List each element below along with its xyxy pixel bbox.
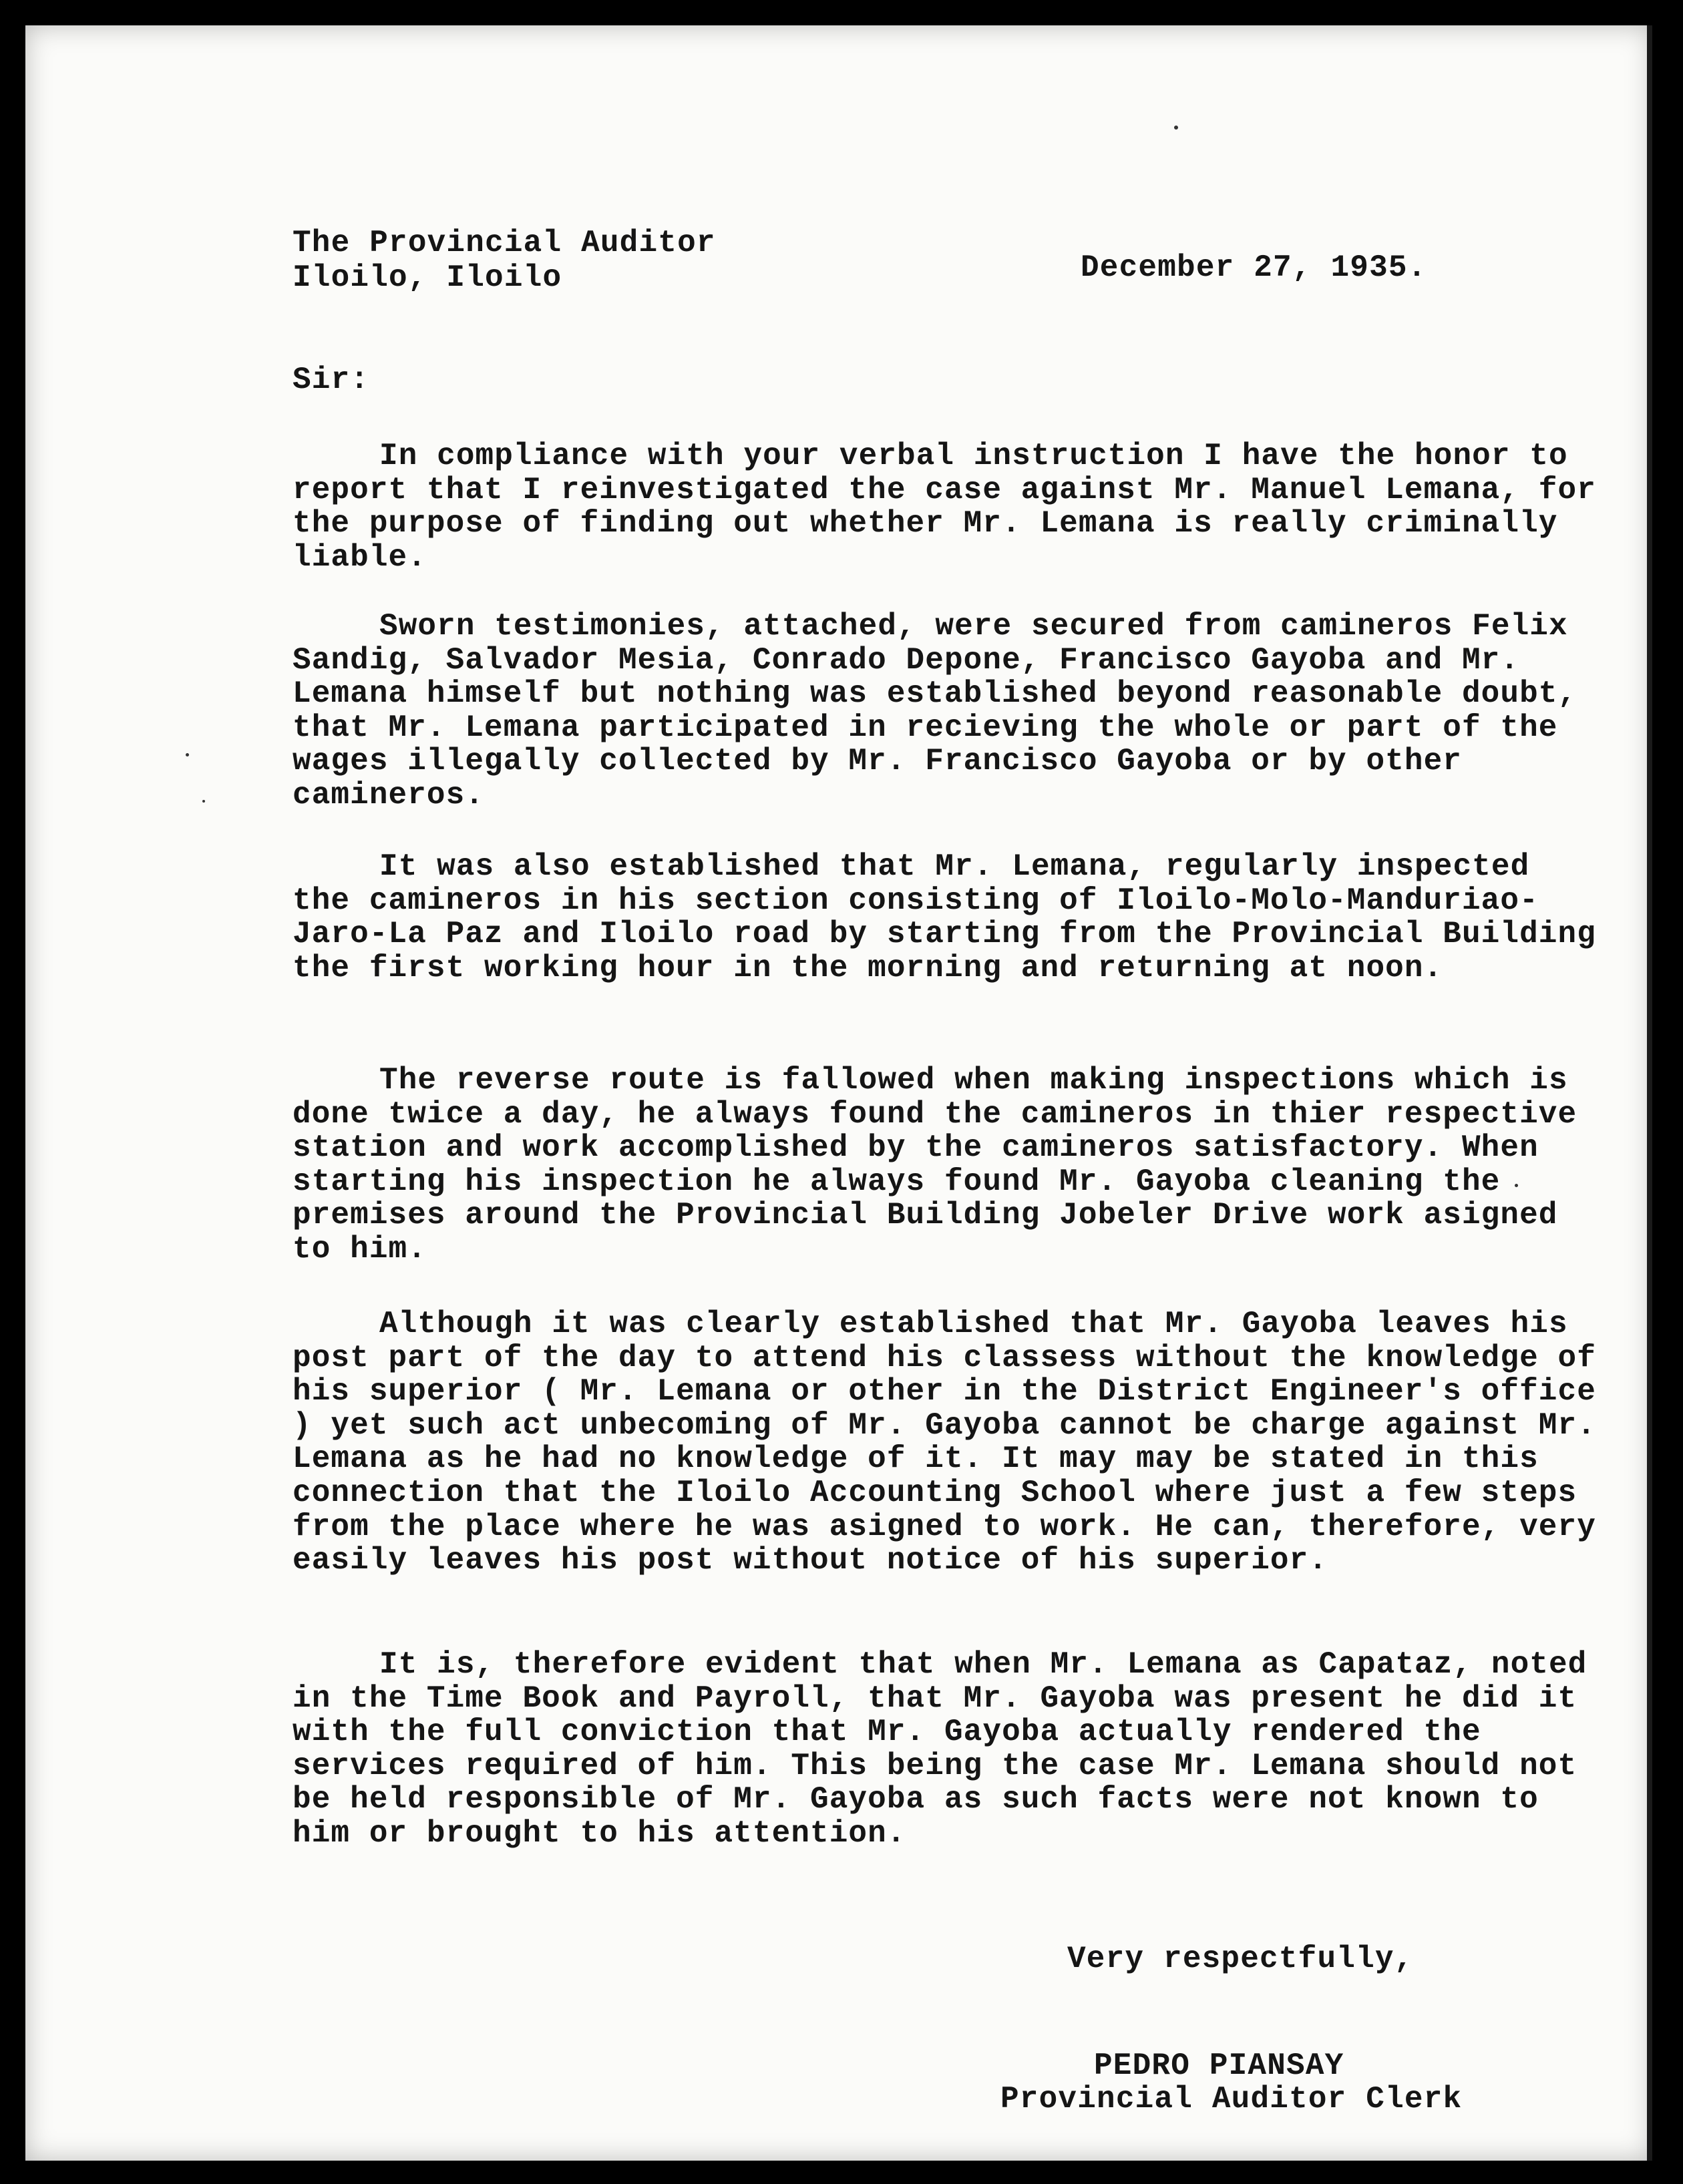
paper-speck: [1174, 126, 1178, 130]
paragraph-1: In compliance with your verbal instruction I have the honor to report that I reinvestigated the case against Mr. Manuel Lemana, for the purpose of finding out whether Mr. Lemana is really criminally liable.: [293, 439, 1596, 575]
page-edge-shadow: [1647, 25, 1652, 2161]
closing: Very respectfully,: [1067, 1942, 1414, 1976]
paper-speck: [202, 800, 205, 803]
paper-speck: [186, 753, 189, 756]
salutation: Sir:: [293, 363, 370, 397]
paragraph-4: The reverse route is fallowed when making inspections which is done twice a day, he always found the camineros in thier respective station and work accomplished by the camineros satisfactory. When starting his inspection he always found Mr. Gayoba cleaning the premises around the Provincial Building Jobeler Drive work asigned to him.: [293, 1063, 1577, 1267]
paragraph-3: It was also established that Mr. Lemana, regularly inspected the camineros in his section consisting of Iloilo-Molo-Manduriao-Jaro-La Paz and Iloilo road by starting from the Provincial Building the first working hour in the morning and returning at noon.: [293, 849, 1596, 986]
letter-page: [25, 25, 1652, 2161]
letter-date: December 27, 1935.: [1081, 250, 1427, 285]
paragraph-6: It is, therefore evident that when Mr. Lemana as Capataz, noted in the Time Book and Payroll, that Mr. Gayoba was present he did it with the full conviction that Mr. Gayoba actually rendered the services required of him. This being the case Mr. Lemana should not be held responsible of Mr. Gayoba as such facts were not known to him or brought to his attention.: [293, 1647, 1587, 1851]
addressee-line-1: The Provincial Auditor: [293, 226, 716, 260]
addressee-line-2: Iloilo, Iloilo: [293, 260, 562, 295]
paragraph-2: Sworn testimonies, attached, were secured from camineros Felix Sandig, Salvador Mesia, Conrado Depone, Francisco Gayoba and Mr. Lemana himself but nothing was established beyond reasonable doubt, that Mr. Lemana participated in recieving the whole or part of the wages illegally collected by Mr. Francisco Gayoba or by other camineros.: [293, 609, 1577, 813]
signer-name: PEDRO PIANSAY: [1094, 2048, 1344, 2083]
signer-title: Provincial Auditor Clerk: [1000, 2082, 1463, 2117]
paper-speck: [1515, 1184, 1518, 1187]
paragraph-5: Although it was clearly established that Mr. Gayoba leaves his post part of the day to attend his classess without the knowledge of his superior ( Mr. Lemana or other in the District Engineer's office ) yet such act unbecoming of Mr. Gayoba cannot be charge against Mr. Lemana as he had no knowledge of it. It may may be stated in this connection that the Iloilo Accounting School where just a few steps from the place where he was asigned to work. He can, therefore, very easily leaves his post without notice of his superior.: [293, 1307, 1596, 1578]
